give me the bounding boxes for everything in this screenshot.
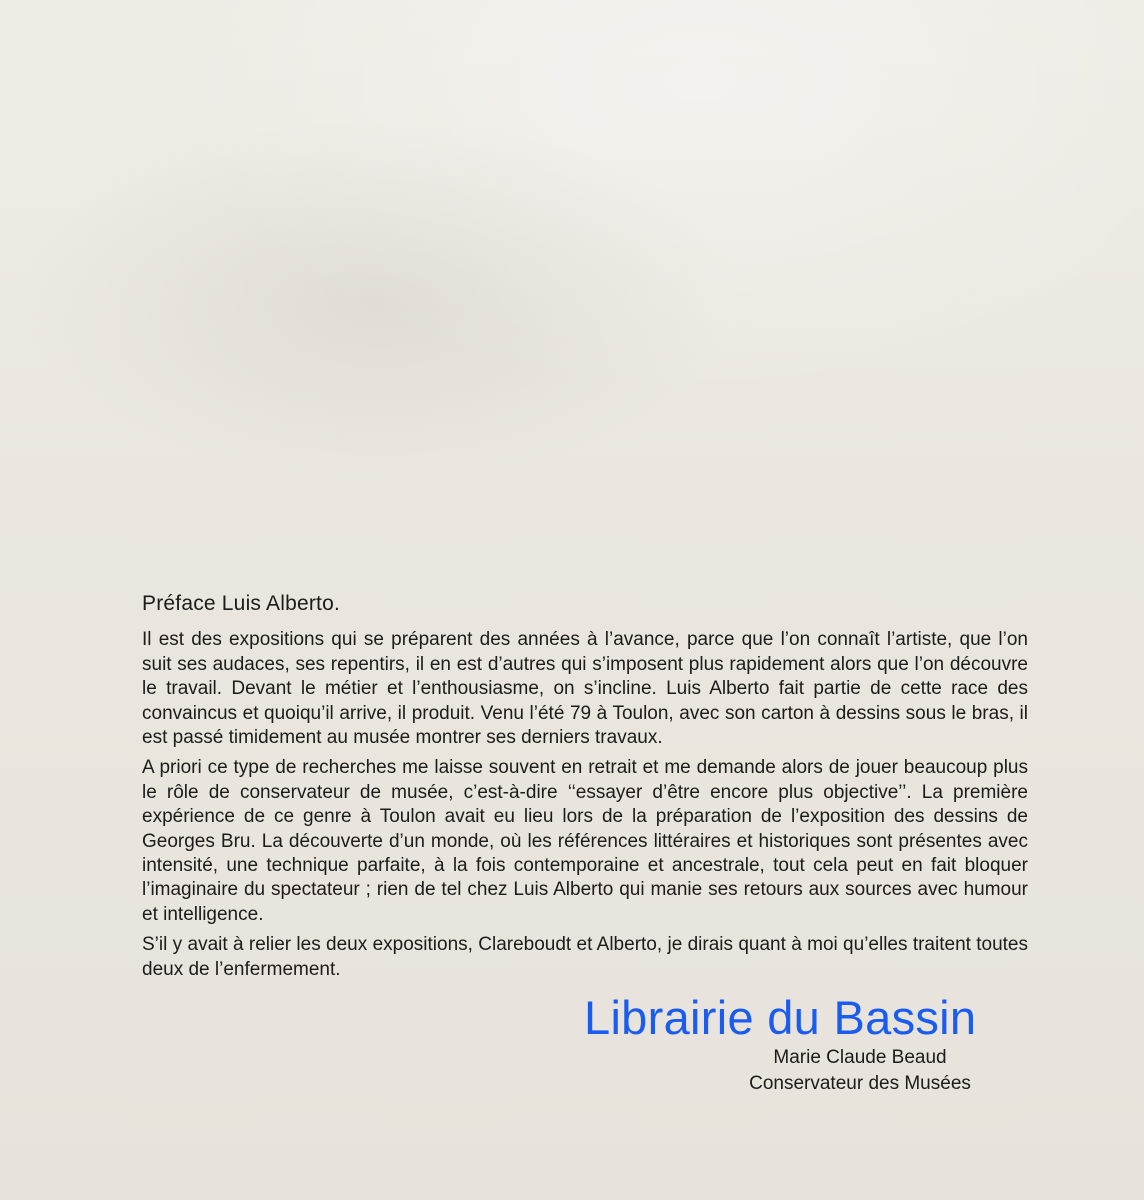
signature-name: Marie Claude Beaud [773,1047,947,1068]
preface-text-block [142,592,1028,988]
paragraph-2: A priori ce type de recherches me laisse souvent en retrait et me demande alors de jouer beaucoup plus le rôle de conservateur de musée, c’est-à-dire ‘‘essayer d’être encore plus objective’’. La première expérience de ce genre à Toulon avait eu lieu lors de la préparation de l’exposition des dessins de Georges Bru. La découverte d’un monde, où les références littéraires et historiques sont présentes avec intensité, une technique parfaite, à la fois contemporaine et ancestrale, tout cela peut en fait bloquer l’imaginaire du spectateur ; rien de tel chez Luis Alberto qui manie ses retours aux sources avec humour et intelligence. [142,757,1028,925]
paragraph-3: S’il y avait à relier les deux expositions, Clareboudt et Alberto, je dirais quant à moi qu’elles traitent toutes deux de l’enfermement. [142,934,1028,980]
signature-block [700,1045,1020,1097]
bookshop-watermark: Librairie du Bassin [584,991,977,1044]
preface-title: Préface Luis Alberto. [142,592,340,615]
signature-role: Conservateur des Musées [749,1073,971,1094]
paragraph-1: Il est des expositions qui se préparent des années à l’avance, parce que l’on connaît l’artiste, que l’on suit ses audaces, ses repentirs, il en est d’autres qui s’imposent plus rapidement alors que l’on découvre le travail. Devant le métier et l’enthousiasme, on s’incline. Luis Alberto fait partie de cette race des convaincus et quoiqu’il arrive, il produit. Venu l’été 79 à Toulon, avec son carton à dessins sous le bras, il est passé timidement au musée montrer ses derniers travaux. [142,629,1028,749]
